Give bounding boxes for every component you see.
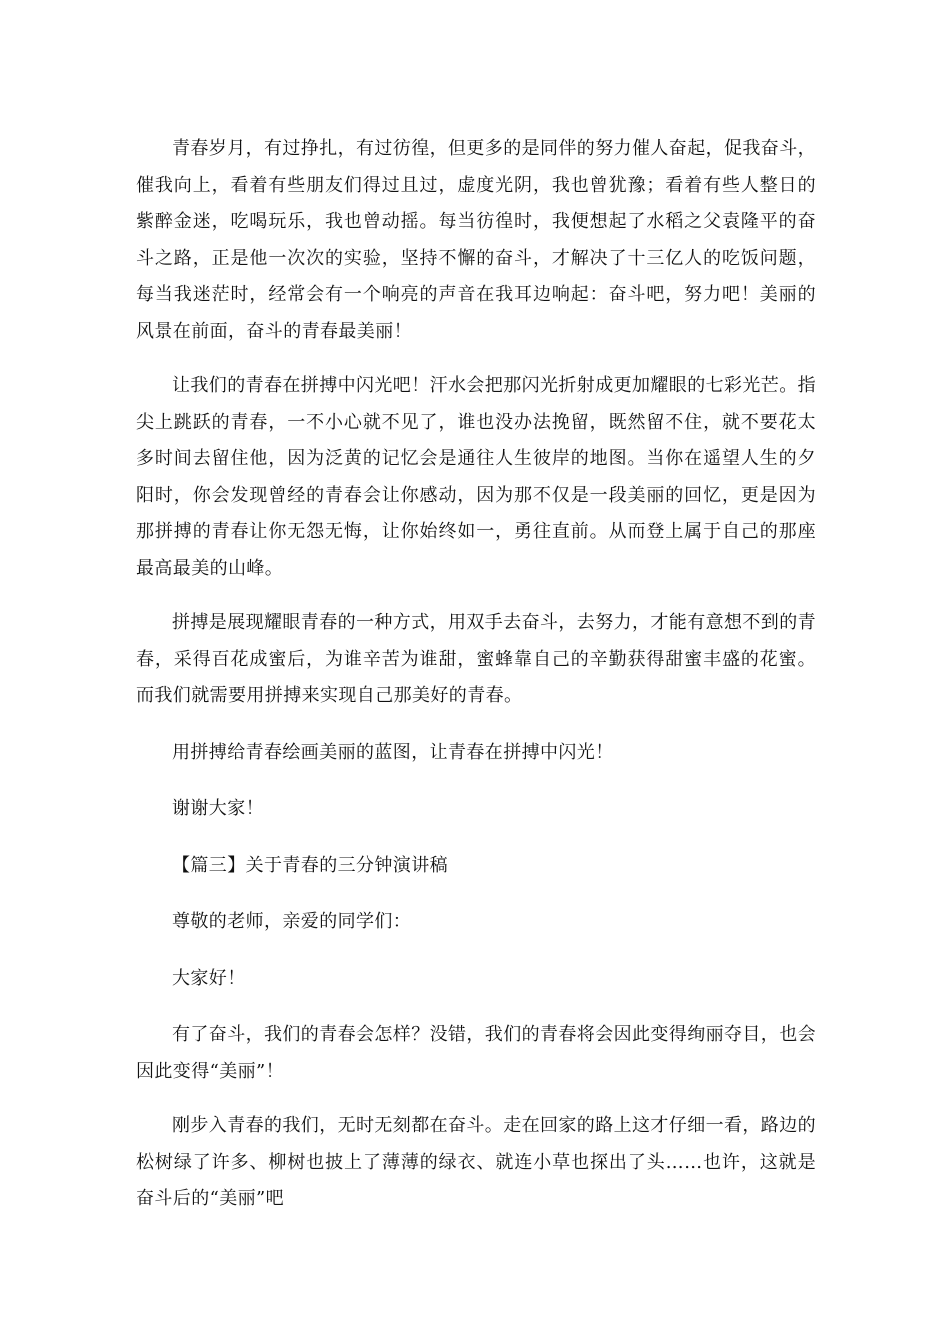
paragraph-salutation: 尊敬的老师，亲爱的同学们： — [172, 911, 412, 932]
paragraph-blueprint: 用拼搏给青春绘画美丽的蓝图，让青春在拼搏中闪光！ — [172, 741, 614, 763]
paragraph-youth-struggle: 青春岁月，有过挣扎，有过彷徨，但更多的是同伴的努力催人奋起，促我奋斗，催我向上，看着有些朋友们得过且过，虚度光阴，我也曾犹豫；看着有些人整日的紫醉金迷，吃喝玩乐，我也曾动摇。每当彷徨时，我便想起了水稻之父袁隆平的奋斗之路，正是他一次次的实验，坚持不懈的奋斗，才解决了十三亿人的吃饭问题，每当我迷茫时，经常会有一个响亮的声音在我耳边响起：奋斗吧，努力吧！美丽的风景在前面，奋斗的青春最美丽！ — [136, 138, 816, 342]
paragraph-beauty: 刚步入青春的我们，无时无刻都在奋斗。走在回家的路上这才仔细一看，路边的松树绿了许多、柳树也披上了薄薄的绿衣、就连小草也探出了头……也许，这就是奋斗后的“美丽”吧 — [136, 1115, 816, 1209]
section-title: 【篇三】关于青春的三分钟演讲稿 — [172, 854, 448, 876]
paragraph-question: 有了奋斗，我们的青春会怎样？没错，我们的青春将会因此变得绚丽夺目，也会因此变得“美丽”！ — [136, 1024, 816, 1082]
paragraph-youth-shine: 让我们的青春在拼搏中闪光吧！汗水会把那闪光折射成更加耀眼的七彩光芒。指尖上跳跃的青春，一不小心就不见了，谁也没办法挽留，既然留不住，就不要花太多时间去留住他，因为泛黄的记忆会是通往人生彼岸的地图。当你在遥望人生的夕阳时，你会发现曾经的青春会让你感动，因为那不仅是一段美丽的回忆，更是因为那拼搏的青春让你无怨无悔，让你始终如一，勇往直前。从而登上属于自己的那座最高最美的山峰。 — [136, 375, 816, 579]
document-body — [136, 131, 816, 1218]
paragraph-thanks: 谢谢大家！ — [172, 798, 264, 819]
paragraph-greeting: 大家好！ — [172, 967, 246, 989]
paragraph-youth-bee: 拼搏是展现耀眼青春的一种方式，用双手去奋斗，去努力，才能有意想不到的青春，采得百花成蜜后，为谁辛苦为谁甜，蜜蜂靠自己的辛勤获得甜蜜丰盛的花蜜。而我们就需要用拼搏来实现自己那美好的青春。 — [136, 612, 816, 706]
